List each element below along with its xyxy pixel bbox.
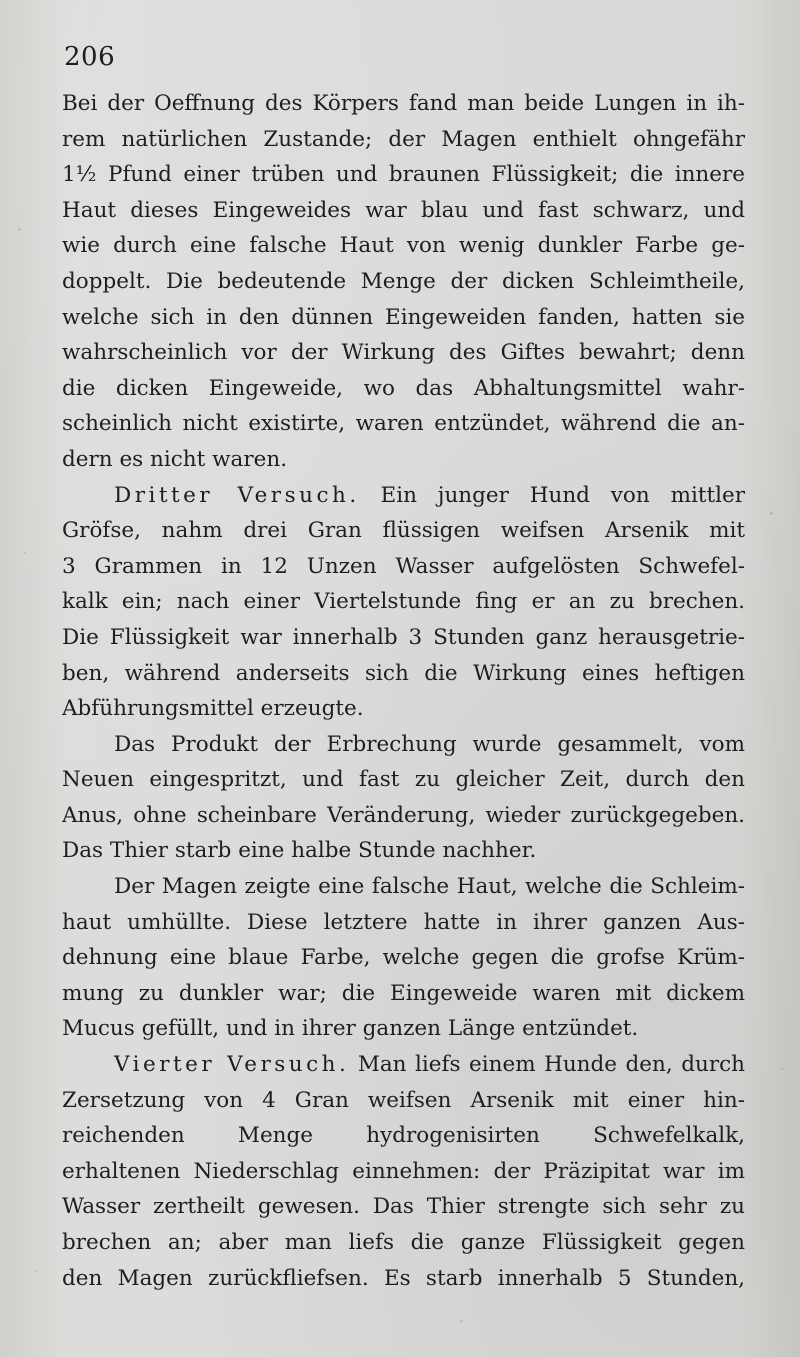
text-line: reichenden Menge hydrogenisirten Schwefelkalk, <box>62 1123 745 1149</box>
text-line: dern es nicht waren. <box>62 446 288 472</box>
text-line: Haut dieses Eingeweides war blau und fast schwarz, und <box>62 197 745 223</box>
text-line: doppelt. Die bedeutende Menge der dicken Schleimtheile, <box>62 268 745 294</box>
page-number: 206 <box>64 42 116 72</box>
text-line: rem natürlichen Zustande; der Magen enthielt ohngefähr <box>62 126 745 152</box>
text-line: Anus, ohne scheinbare Veränderung, wieder zurückgegeben. <box>62 802 745 828</box>
text-line: brechen an; aber man liefs die ganze Flüssigkeit gegen <box>62 1230 745 1255</box>
paper-speck <box>460 1320 463 1322</box>
text-line: 3 Grammen in 12 Unzen Wasser aufgelösten Schwefel- <box>62 553 745 579</box>
section-heading: Dritter Versuch. <box>114 482 360 508</box>
text-line: Gröfse, nahm drei Gran flüssigen weifsen Arsenik mit <box>62 518 745 544</box>
text-line: Vierter Versuch. Man liefs einem Hunde den, durch <box>114 1052 745 1078</box>
text-line: kalk ein; nach einer Viertelstunde fing er an zu brechen. <box>62 589 745 615</box>
section-heading: Vierter Versuch. <box>114 1052 350 1078</box>
text-line: haut umhüllte. Diese letztere hatte in ihrer ganzen Aus- <box>62 909 745 935</box>
text-line: die dicken Eingeweide, wo das Abhaltungsmittel wahr- <box>62 375 745 401</box>
text-line: Das Thier starb eine halbe Stunde nachher. <box>62 838 537 864</box>
body-text <box>62 86 745 1296</box>
text-line: Wasser zertheilt gewesen. Das Thier strengte sich sehr zu <box>62 1194 745 1220</box>
text-line: 1½ Pfund einer trüben und braunen Flüssigkeit; die innere <box>62 162 745 188</box>
text-line: Die Flüssigkeit war innerhalb 3 Stunden ganz herausgetrie- <box>62 624 745 650</box>
text-line: Neuen eingespritzt, und fast zu gleicher Zeit, durch den <box>62 767 745 793</box>
text-line: wie durch eine falsche Haut von wenig dunkler Farbe ge- <box>62 233 745 259</box>
text-line: den Magen zurückfliefsen. Es starb innerhalb 5 Stunden, <box>62 1265 745 1291</box>
text-line: Mucus gefüllt, und in ihrer ganzen Länge entzündet. <box>62 1016 639 1042</box>
text-line: dehnung eine blaue Farbe, welche gegen die grofse Krüm- <box>62 945 745 971</box>
text-line: ben, während anderseits sich die Wirkung eines heftigen <box>62 660 745 686</box>
text-line: Das Produkt der Erbrechung wurde gesammelt, vom <box>114 731 745 757</box>
text-line: erhaltenen Niederschlag einnehmen: der Präzipitat war im <box>62 1158 745 1184</box>
paper-speck <box>35 1270 37 1272</box>
text-line: Bei der Oeffnung des Körpers fand man beide Lungen in ih- <box>62 91 745 116</box>
text-line: wahrscheinlich vor der Wirkung des Giftes bewahrt; denn <box>62 340 745 366</box>
paper-speck <box>770 512 773 515</box>
text-line: welche sich in den dünnen Eingeweiden fanden, hatten sie <box>62 304 745 330</box>
text-line: scheinlich nicht existirte, waren entzündet, während die an- <box>62 411 745 437</box>
paper-speck <box>18 228 21 231</box>
text-line: Abführungsmittel erzeugte. <box>62 696 364 722</box>
text-line: Der Magen zeigte eine falsche Haut, welche die Schleim- <box>114 874 745 900</box>
text-line: Dritter Versuch. Ein junger Hund von mittler <box>114 482 745 508</box>
text-line: Zersetzung von 4 Gran weifsen Arsenik mit einer hin- <box>62 1087 745 1113</box>
text-line: mung zu dunkler war; die Eingeweide waren mit dickem <box>62 980 745 1006</box>
paper-speck <box>781 1068 783 1070</box>
paper-speck <box>24 552 26 554</box>
